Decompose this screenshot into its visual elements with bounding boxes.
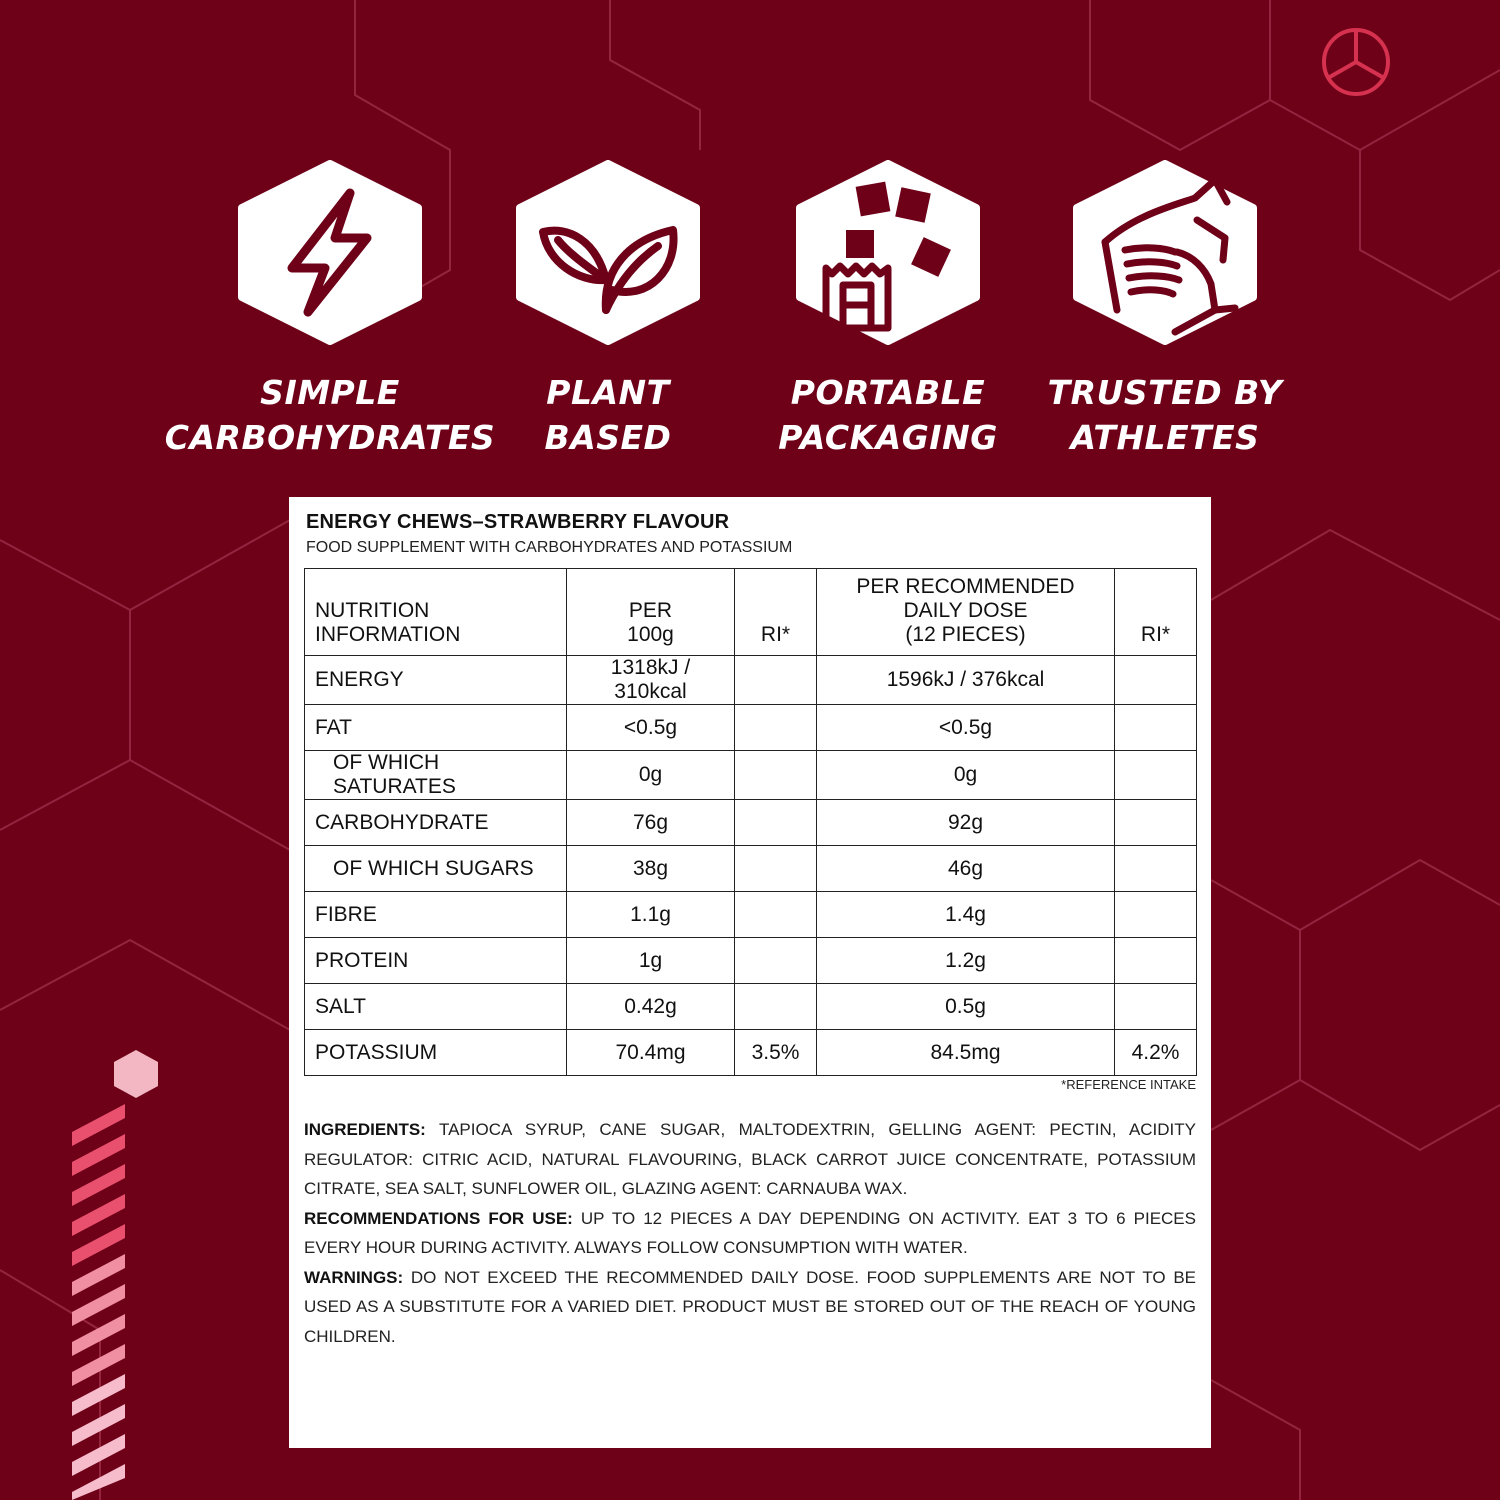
- nutrient-name-cell: FIBRE: [305, 892, 567, 938]
- table-row: [305, 938, 1197, 984]
- ri-dose-cell: [1115, 705, 1197, 751]
- table-row: [305, 751, 1197, 800]
- ingredients-paragraph: INGREDIENTS: TAPIOCA SYRUP, CANE SUGAR, MALTODEXTRIN, GELLING AGENT: PECTIN, ACIDITY REGULATOR: CITRIC ACID, NATURAL FLAVOURING, BLACK CARROT JUICE CONCENTRATE, POTASSIUM CITRATE, SEA SALT, SUNFLOWER OIL, GLAZING AGENT: CARNAUBA WAX.: [304, 1120, 1196, 1198]
- lightning-bolt-icon: [230, 160, 430, 345]
- table-row: [305, 984, 1197, 1030]
- ri-cell: 3.5%: [735, 1030, 817, 1076]
- per-100g-cell: <0.5g: [567, 705, 735, 751]
- per-100g-cell: 38g: [567, 846, 735, 892]
- header-ri: RI*: [735, 569, 817, 656]
- per-100g-cell: 76g: [567, 800, 735, 846]
- table-row: [305, 656, 1197, 705]
- product-subtitle: FOOD SUPPLEMENT WITH CARBOHYDRATES AND POTASSIUM: [306, 539, 793, 556]
- ri-dose-cell: [1115, 846, 1197, 892]
- ri-dose-cell: [1115, 800, 1197, 846]
- per-dose-cell: 0.5g: [817, 984, 1115, 1030]
- table-header-row: [305, 569, 1197, 656]
- table-row: [305, 1030, 1197, 1076]
- header-per-daily-dose: PER RECOMMENDED DAILY DOSE (12 PIECES): [817, 569, 1115, 656]
- package-chews-icon: [788, 160, 988, 345]
- feature-simple-carbohydrates: [164, 160, 496, 460]
- per-dose-cell: 46g: [817, 846, 1115, 892]
- nutrient-name-cell: SALT: [305, 984, 567, 1030]
- per-100g-cell: 0g: [567, 751, 735, 800]
- feature-trusted-by-athletes: [1015, 160, 1315, 460]
- per-dose-cell: <0.5g: [817, 705, 1115, 751]
- ri-dose-cell: [1115, 892, 1197, 938]
- feature-plant-based: [458, 160, 758, 460]
- ri-cell: [735, 846, 817, 892]
- nutrient-name-cell: ENERGY: [305, 656, 567, 705]
- handshake-icon: [1065, 160, 1265, 345]
- feature-label: PORTABLE PACKAGING: [778, 373, 998, 457]
- product-title: ENERGY CHEWS–STRAWBERRY FLAVOUR: [306, 511, 730, 533]
- per-100g-cell: 1318kJ / 310kcal: [567, 656, 735, 705]
- ri-cell: [735, 984, 817, 1030]
- ri-dose-cell: 4.2%: [1115, 1030, 1197, 1076]
- table-row: [305, 705, 1197, 751]
- ri-dose-cell: [1115, 984, 1197, 1030]
- table-row: [305, 800, 1197, 846]
- nutrient-name-cell: OF WHICH SUGARS: [305, 846, 567, 892]
- per-dose-cell: 0g: [817, 751, 1115, 800]
- crosshair-marker-icon: [1324, 30, 1388, 94]
- per-dose-cell: 84.5mg: [817, 1030, 1115, 1076]
- nutrient-name-cell: CARBOHYDRATE: [305, 800, 567, 846]
- nutrition-label-panel: [289, 497, 1211, 1448]
- nutrient-name-cell: POTASSIUM: [305, 1030, 567, 1076]
- per-100g-cell: 70.4mg: [567, 1030, 735, 1076]
- ri-cell: [735, 751, 817, 800]
- feature-label: SIMPLE CARBOHYDRATES: [164, 373, 496, 457]
- ri-cell: [735, 705, 817, 751]
- ri-dose-cell: [1115, 751, 1197, 800]
- feature-label: TRUSTED BY ATHLETES: [1047, 373, 1283, 457]
- feature-portable-packaging: [738, 160, 1038, 460]
- table-row: [305, 846, 1197, 892]
- warnings-paragraph: WARNINGS: DO NOT EXCEED THE RECOMMENDED DAILY DOSE. FOOD SUPPLEMENTS ARE NOT TO BE USED AS A SUBSTITUTE FOR A VARIED DIET. PRODUCT MUST BE STORED OUT OF THE REACH OF YOUNG CHILDREN.: [304, 1267, 1196, 1346]
- per-100g-cell: 0.42g: [567, 984, 735, 1030]
- per-dose-cell: 1596kJ / 376kcal: [817, 656, 1115, 705]
- leaves-icon: [508, 160, 708, 345]
- recommendations-paragraph: RECOMMENDATIONS FOR USE: UP TO 12 PIECES A DAY DEPENDING ON ACTIVITY. EAT 3 TO 6 PIECES EVERY HOUR DURING ACTIVITY. ALWAYS FOLLOW CONSUMPTION WITH WATER.: [304, 1208, 1196, 1257]
- product-notes: [304, 1115, 1196, 1351]
- reference-intake-footnote: *REFERENCE INTAKE: [1061, 1077, 1196, 1092]
- nutrition-table: [304, 568, 1197, 1076]
- feature-label: PLANT BASED: [544, 373, 672, 457]
- ri-cell: [735, 656, 817, 705]
- table-row: [305, 892, 1197, 938]
- per-100g-cell: 1.1g: [567, 892, 735, 938]
- ri-dose-cell: [1115, 656, 1197, 705]
- header-nutrition-information: NUTRITION INFORMATION: [305, 569, 567, 656]
- ri-cell: [735, 938, 817, 984]
- pink-hexagon-marker-icon: [114, 1050, 158, 1098]
- header-ri-dose: RI*: [1115, 569, 1197, 656]
- header-per-100g: PER 100g: [567, 569, 735, 656]
- per-100g-cell: 1g: [567, 938, 735, 984]
- nutrient-name-cell: OF WHICH SATURATES: [305, 751, 567, 800]
- ri-dose-cell: [1115, 938, 1197, 984]
- nutrient-name-cell: FAT: [305, 705, 567, 751]
- diagonal-stripes-decoration: [72, 1104, 125, 1500]
- per-dose-cell: 1.4g: [817, 892, 1115, 938]
- per-dose-cell: 92g: [817, 800, 1115, 846]
- nutrient-name-cell: PROTEIN: [305, 938, 567, 984]
- per-dose-cell: 1.2g: [817, 938, 1115, 984]
- ri-cell: [735, 892, 817, 938]
- ri-cell: [735, 800, 817, 846]
